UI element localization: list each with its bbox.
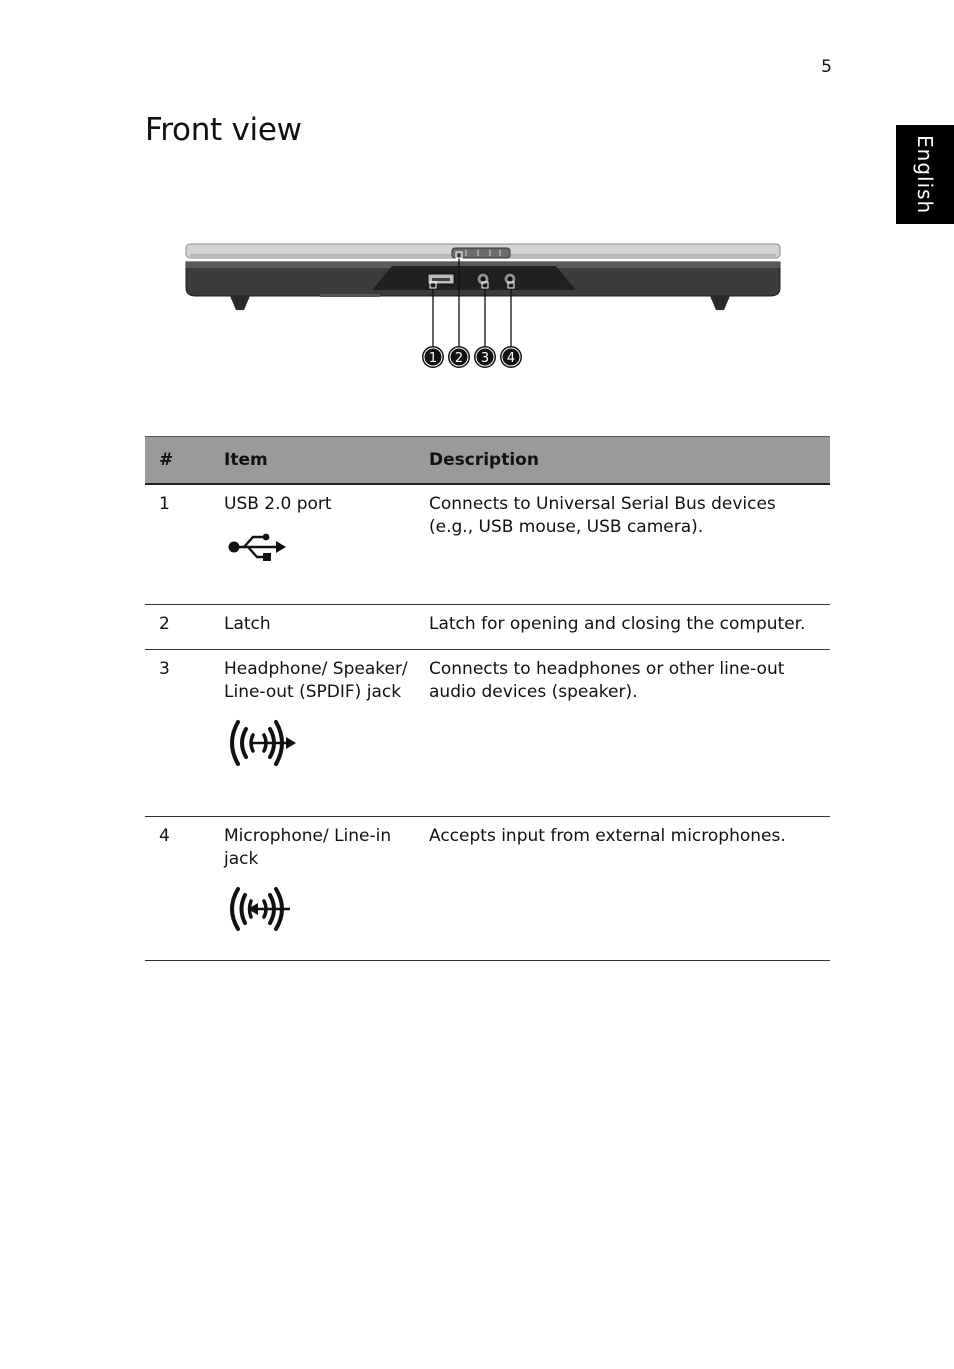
table-row <box>145 604 830 649</box>
row-item-cell <box>224 484 429 604</box>
row-description-text: Connects to Universal Serial Bus devices (e.g., USB mouse, USB camera). <box>429 494 776 537</box>
row-description-text: Accepts input from external microphones. <box>429 825 786 846</box>
callout-2 <box>448 346 470 368</box>
language-tab-label: English <box>913 134 937 215</box>
laptop-front-figure <box>180 236 790 376</box>
table-row <box>145 649 830 816</box>
page-title: Front view <box>145 112 302 148</box>
row-item-cell <box>224 816 429 960</box>
header-item: Item <box>224 437 429 485</box>
front-view-table <box>145 436 830 961</box>
callout-4 <box>500 346 522 368</box>
row-num: 2 <box>145 604 224 649</box>
row-num: 1 <box>145 484 224 604</box>
callout-2-label: 2 <box>454 351 464 366</box>
language-tab <box>896 125 954 224</box>
row-description-text: Connects to headphones or other line-out audio devices (speaker). <box>429 658 785 702</box>
callout-1 <box>422 346 444 368</box>
line-in-icon <box>224 885 294 933</box>
row-description <box>429 649 830 816</box>
header-num: # <box>145 437 224 485</box>
row-item: USB 2.0 port <box>224 494 332 514</box>
row-description <box>429 816 830 960</box>
row-item: Latch <box>224 604 429 649</box>
callout-1-label: 1 <box>428 351 438 366</box>
callout-3 <box>474 346 496 368</box>
row-num: 3 <box>145 649 224 816</box>
row-description <box>429 604 830 649</box>
row-description-text: Latch for opening and closing the computer. <box>429 613 806 634</box>
table-header-row <box>145 437 830 485</box>
row-description <box>429 484 830 604</box>
callout-3-label: 3 <box>480 351 490 366</box>
row-item: Microphone/ Line-in jack <box>224 825 392 869</box>
callout-4-label: 4 <box>506 351 516 366</box>
page-number: 5 <box>821 57 832 77</box>
table-row <box>145 484 830 604</box>
table-row <box>145 816 830 960</box>
laptop-front-illustration <box>180 236 790 376</box>
row-num: 4 <box>145 816 224 960</box>
line-out-icon <box>224 718 300 768</box>
usb-icon <box>224 530 286 564</box>
row-item: Headphone/ Speaker/ Line-out (SPDIF) jack <box>224 658 408 702</box>
row-item-cell <box>224 649 429 816</box>
header-description: Description <box>429 437 830 485</box>
